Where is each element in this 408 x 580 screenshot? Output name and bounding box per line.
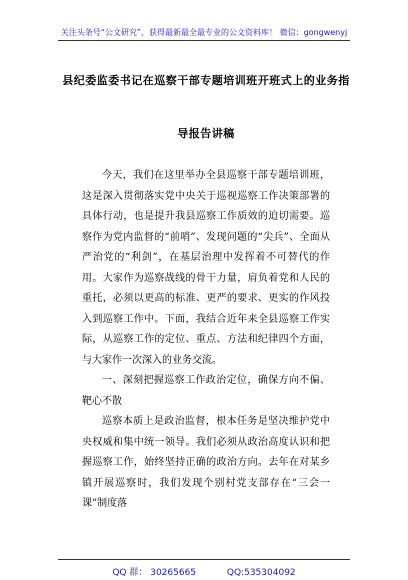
document-title-line-1: 县纪委监委书记在巡察干部专题培训班开班式上的业务指: [62, 74, 350, 87]
footer-divider: [58, 559, 350, 560]
paragraph-intro: 今天，我们在这里举办全县巡察干部专题培训班，这是深入贯彻落实党中央关于巡视巡察工作决策部署的具体行动，也是提升我县巡察工作质效的迫切需要。巡察作为党内监督的“前哨”、发现问题的“尖兵”、全面从严治党的“利剑”，在基层治理中发挥着不可替代的作用。大家作为巡察战线的骨干力量，肩负着党和人民的重托，必须以更高的标准、更严的要求、更实的作风投入到巡察工作中。下面，我结合近年来全县巡察工作实际，从巡察工作的定位、重点、方法和纪律四个方面，与大家作一次深入的业务交流。: [82, 170, 330, 366]
footer-qq: QQ:535304092: [226, 568, 296, 578]
document-title-line-2: 导报告讲稿: [177, 127, 235, 140]
header-notice: 关注头条号“公文研究”，获得最新最全最专业的公文资料库！ 微信：gongwenyj: [60, 28, 348, 37]
section-heading-1: 一、深刻把握巡察工作政治定位，确保方向不偏、靶心不散: [82, 375, 330, 407]
paragraph-section-1: 巡察本质上是政治监督，根本任务是坚决维护党中央权威和集中统一领导。我们必须从政治高度认识和把握巡察工作，始终坚持正确的政治方向。去年在对某乡镇开展巡察时，我们发现个别村党支部存在“三会一课”制度落: [82, 416, 330, 509]
footer: [0, 565, 408, 578]
document-body: [82, 166, 330, 515]
header-divider: [58, 40, 350, 41]
footer-qq-group: QQ 群： 30265665: [112, 568, 197, 578]
